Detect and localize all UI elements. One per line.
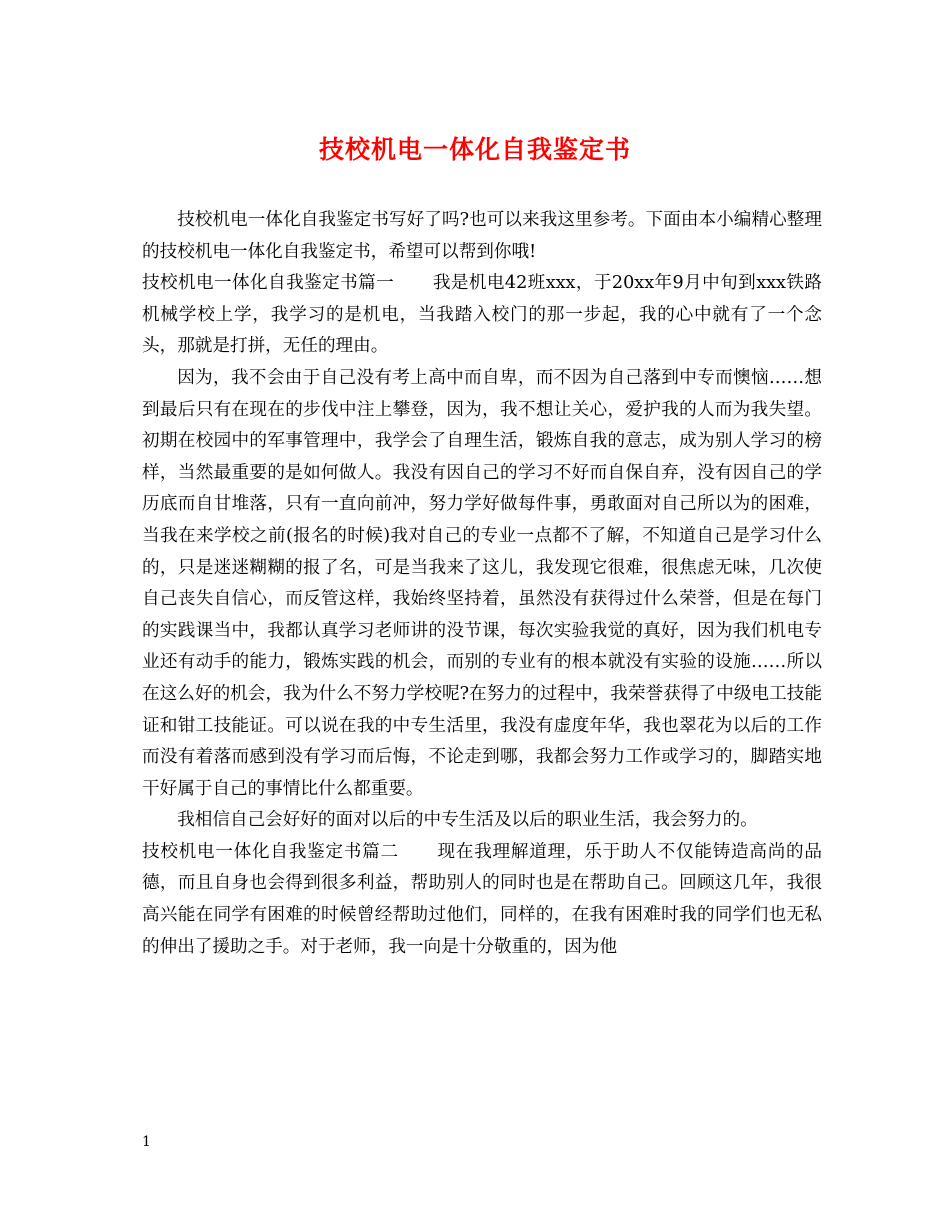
section-one-paragraph — [142, 268, 822, 363]
section-one-label: 技校机电一体化自我鉴定书篇一 — [142, 273, 395, 294]
section-two-paragraph — [142, 837, 822, 963]
closing-paragraph: 我相信自己会好好的面对以后的中专生活及以后的职业生活，我会努力的。 — [177, 810, 758, 831]
section-one-text: 我是机电42班xxx，于20xx年9月中旬到xxx铁路机械学校上学，我学习的是机电，当我踏入校门的那一步起，我的心中就有了一个念头，那就是打拼，无任的理由。 — [142, 273, 822, 357]
section-two-text: 现在我理解道理，乐于助人不仅能铸造高尚的品德，而且自身也会得到很多利益，帮助别人的同时也是在帮助自己。回顾这几年，我很高兴能在同学有困难的时候曾经帮助过他们，同样的，在我有困难时我的同学们也无私的伸出了援助之手。对于老师，我一向是十分敬重的，因为他 — [142, 841, 822, 957]
body-paragraph: 因为，我不会由于自己没有考上高中而自卑，而不因为自己落到中专而懊恼……想到最后只有在现在的步伐中注上攀登，因为，我不想让关心，爱护我的人而为我失望。初期在校园中的军事管理中，我学会了自理生活，锻炼自我的意志，成为别人学习的榜样，当然最重要的是如何做人。我没有因自己的学习不好而自保自弃，没有因自己的学历底而自甘堆落，只有一直向前冲，努力学好做每件事，勇敢面对自己所以为的困难，当我在来学校之前(报名的时候)我对自己的专业一点都不了解，不知道自己是学习什么的，只是迷迷糊糊的报了名，可是当我来了这儿，我发现它很难，很焦虑无味，几次使自己丧失自信心，而反管这样，我始终坚持着，虽然没有获得过什么荣誉，但是在每门的实践课当中，我都认真学习老师讲的没节课，每次实验我觉的真好，因为我们机电专业还有动手的能力，锻炼实践的机会，而别的专业有的根本就没有实验的设施……所以在这么好的机会，我为什么不努力学校呢?在努力的过程中，我荣誉获得了中级电工技能证和钳工技能证。可以说在我的中专生活里，我没有虚度年华，我也翠花为以后的工作而没有着落而感到没有学习而后悔，不论走到哪，我都会努力工作或学习的，脚踏实地干好属于自己的事情比什么都重要。 — [142, 367, 822, 799]
intro-paragraph: 技校机电一体化自我鉴定书写好了吗?也可以来我这里参考。下面由本小编精心整理的技校机电一体化自我鉴定书，希望可以帮到你哦! — [142, 210, 822, 262]
document-body — [142, 205, 822, 963]
page-number: 1 — [142, 1134, 151, 1150]
document-title: 技校机电一体化自我鉴定书 — [318, 135, 631, 164]
section-two-label: 技校机电一体化自我鉴定书篇二 — [142, 841, 399, 862]
